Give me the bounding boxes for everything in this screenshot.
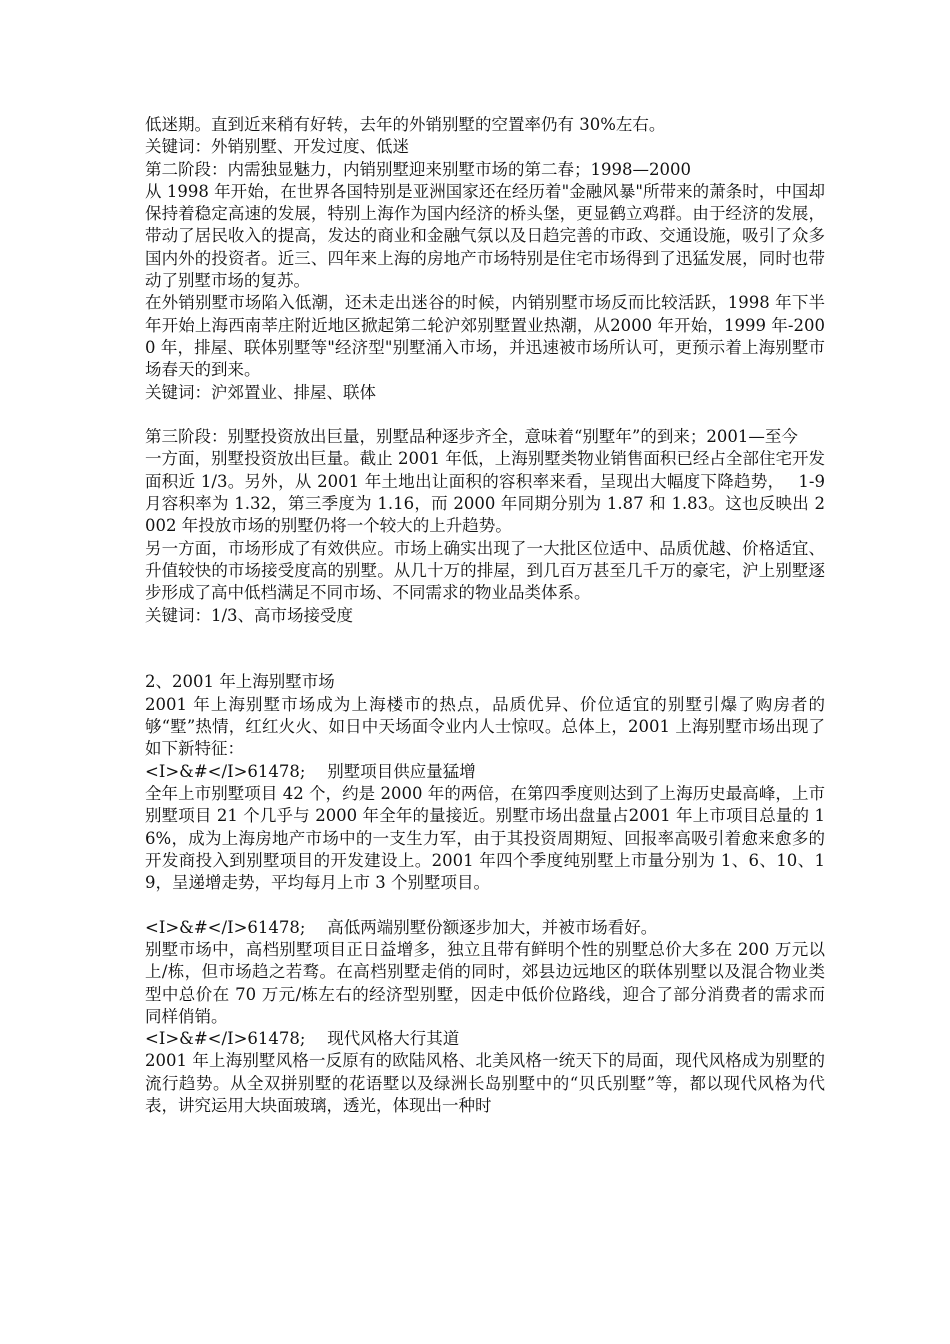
section-heading-2001-market: 2、2001 年上海别墅市场 (145, 672, 335, 692)
paragraph-high-low: 别墅市场中，高档别墅项目正日益增多，独立且带有鲜明个性的别墅总价大多在 200 万元以上/栋，但市场趋之若骛。在高档别墅走俏的同时，郊县边远地区的联体别墅以及混合物业类型中总价在 70 万元/栋左右的经济型别墅，因走中低价位路线，迎合了部分消费者的需求而同样俏销。 (145, 939, 825, 1026)
section-heading-stage-2: 第二阶段：内需独显魅力，内销别墅迎来别墅市场的第二春；1998—2000 (145, 159, 691, 179)
document-page (145, 114, 825, 1117)
paragraph-modern-style: 2001 年上海别墅风格一反原有的欧陆风格、北美风格一统天下的局面，现代风格成为别墅的流行趋势。从全双拼别墅的花语墅以及绿洲长岛别墅中的“贝氏别墅”等，都以现代风格为代表，讲究运用大块面玻璃，透光，体现出一种时 (145, 1051, 825, 1116)
paragraph-1: 低迷期。直到近来稍有好转，去年的外销别墅的空置率仍有 30%左右。 (145, 115, 666, 134)
paragraph-supply: 全年上市别墅项目 42 个，约是 2000 年的两倍，在第四季度则达到了上海历史最高峰，上市别墅项目 21 个几乎与 2000 年全年的量接近。别墅市场出盘量占2001 年上市项目总量的 16%，成为上海房地产市场中的一支生力军，由于其投资周期短、回报率高吸引着愈来愈多的开发商投入到别墅项目的开发建设上。2001 年四个季度纯别墅上市量分别为 1、6、10、19，呈递增走势，平均每月上市 3 个别墅项目。 (145, 783, 825, 893)
paragraph-stage-2-b: 在外销别墅市场陷入低潮，还未走出迷谷的时候，内销别墅市场反而比较活跃，1998 年下半年开始上海西南莘庄附近地区掀起第二轮沪郊别墅置业热潮，从2000 年开始，1999 年-2000 年，排屋、联体别墅等"经济型"别墅涌入市场，并迅速被市场所认可，更预示着上海别墅市场春天的到来。 (145, 293, 825, 380)
bullet-modern-style: <I>&#</I>61478; 现代风格大行其道 (145, 1029, 460, 1049)
paragraph-2001-intro: 2001 年上海别墅市场成为上海楼市的热点，品质优异、价位适宜的别墅引爆了购房者的够“墅”热情，红红火火、如日中天场面令业内人士惊叹。总体上，2001 上海别墅市场出现了如下新特征： (145, 694, 825, 759)
paragraph-stage-3-b: 另一方面，市场形成了有效供应。市场上确实出现了一大批区位适中、品质优越、价格适宜、升值较快的市场接受度高的别墅。从几十万的排屋，到几百万甚至几千万的豪宅，沪上别墅逐步形成了高中低档满足不同市场、不同需求的物业品类体系。 (145, 538, 825, 603)
blank-line (145, 627, 825, 649)
blank-line (145, 894, 825, 916)
paragraph-stage-3-a: 一方面，别墅投资放出巨量。截止 2001 年低，上海别墅类物业销售面积已经占全部住宅开发面积近 1/3。另外，从 2001 年土地出让面积的容积率来看，呈现出大幅度下降趋势， 1-9 月容积率为 1.32，第三季度为 1.16，而 2000 年同期分别为 1.87 和 1.83。这也反映出 2002 年投放市场的别墅仍将一个较大的上升趋势。 (145, 449, 825, 536)
blank-line (145, 649, 825, 671)
paragraph-stage-2-a: 从 1998 年开始，在世界各国特别是亚洲国家还在经历着"金融风暴"所带来的萧条时，中国却保持着稳定高速的发展，特别上海作为国内经济的桥头堡，更显鹤立鸡群。由于经济的发展，带动了居民收入的提高，发达的商业和金融气氛以及日趋完善的市政、交通设施，吸引了众多国内外的投资者。近三、四年来上海的房地产市场特别是住宅市场得到了迅猛发展，同时也带动了别墅市场的复苏。 (145, 181, 825, 291)
bullet-supply-increase: <I>&#</I>61478; 别墅项目供应量猛增 (145, 761, 476, 781)
bullet-high-low-share: <I>&#</I>61478; 高低两端别墅份额逐步加大，并被市场看好。 (145, 917, 658, 937)
section-heading-stage-3: 第三阶段：别墅投资放出巨量，别墅品种逐步齐全，意味着“别墅年”的到来；2001—至今 (145, 427, 798, 447)
keywords-2: 关键词：沪郊置业、排屋、联体 (145, 382, 376, 402)
blank-line (145, 404, 825, 426)
keywords-3: 关键词：1/3、高市场接受度 (145, 605, 354, 625)
keywords-1: 关键词：外销别墅、开发过度、低迷 (145, 137, 409, 157)
